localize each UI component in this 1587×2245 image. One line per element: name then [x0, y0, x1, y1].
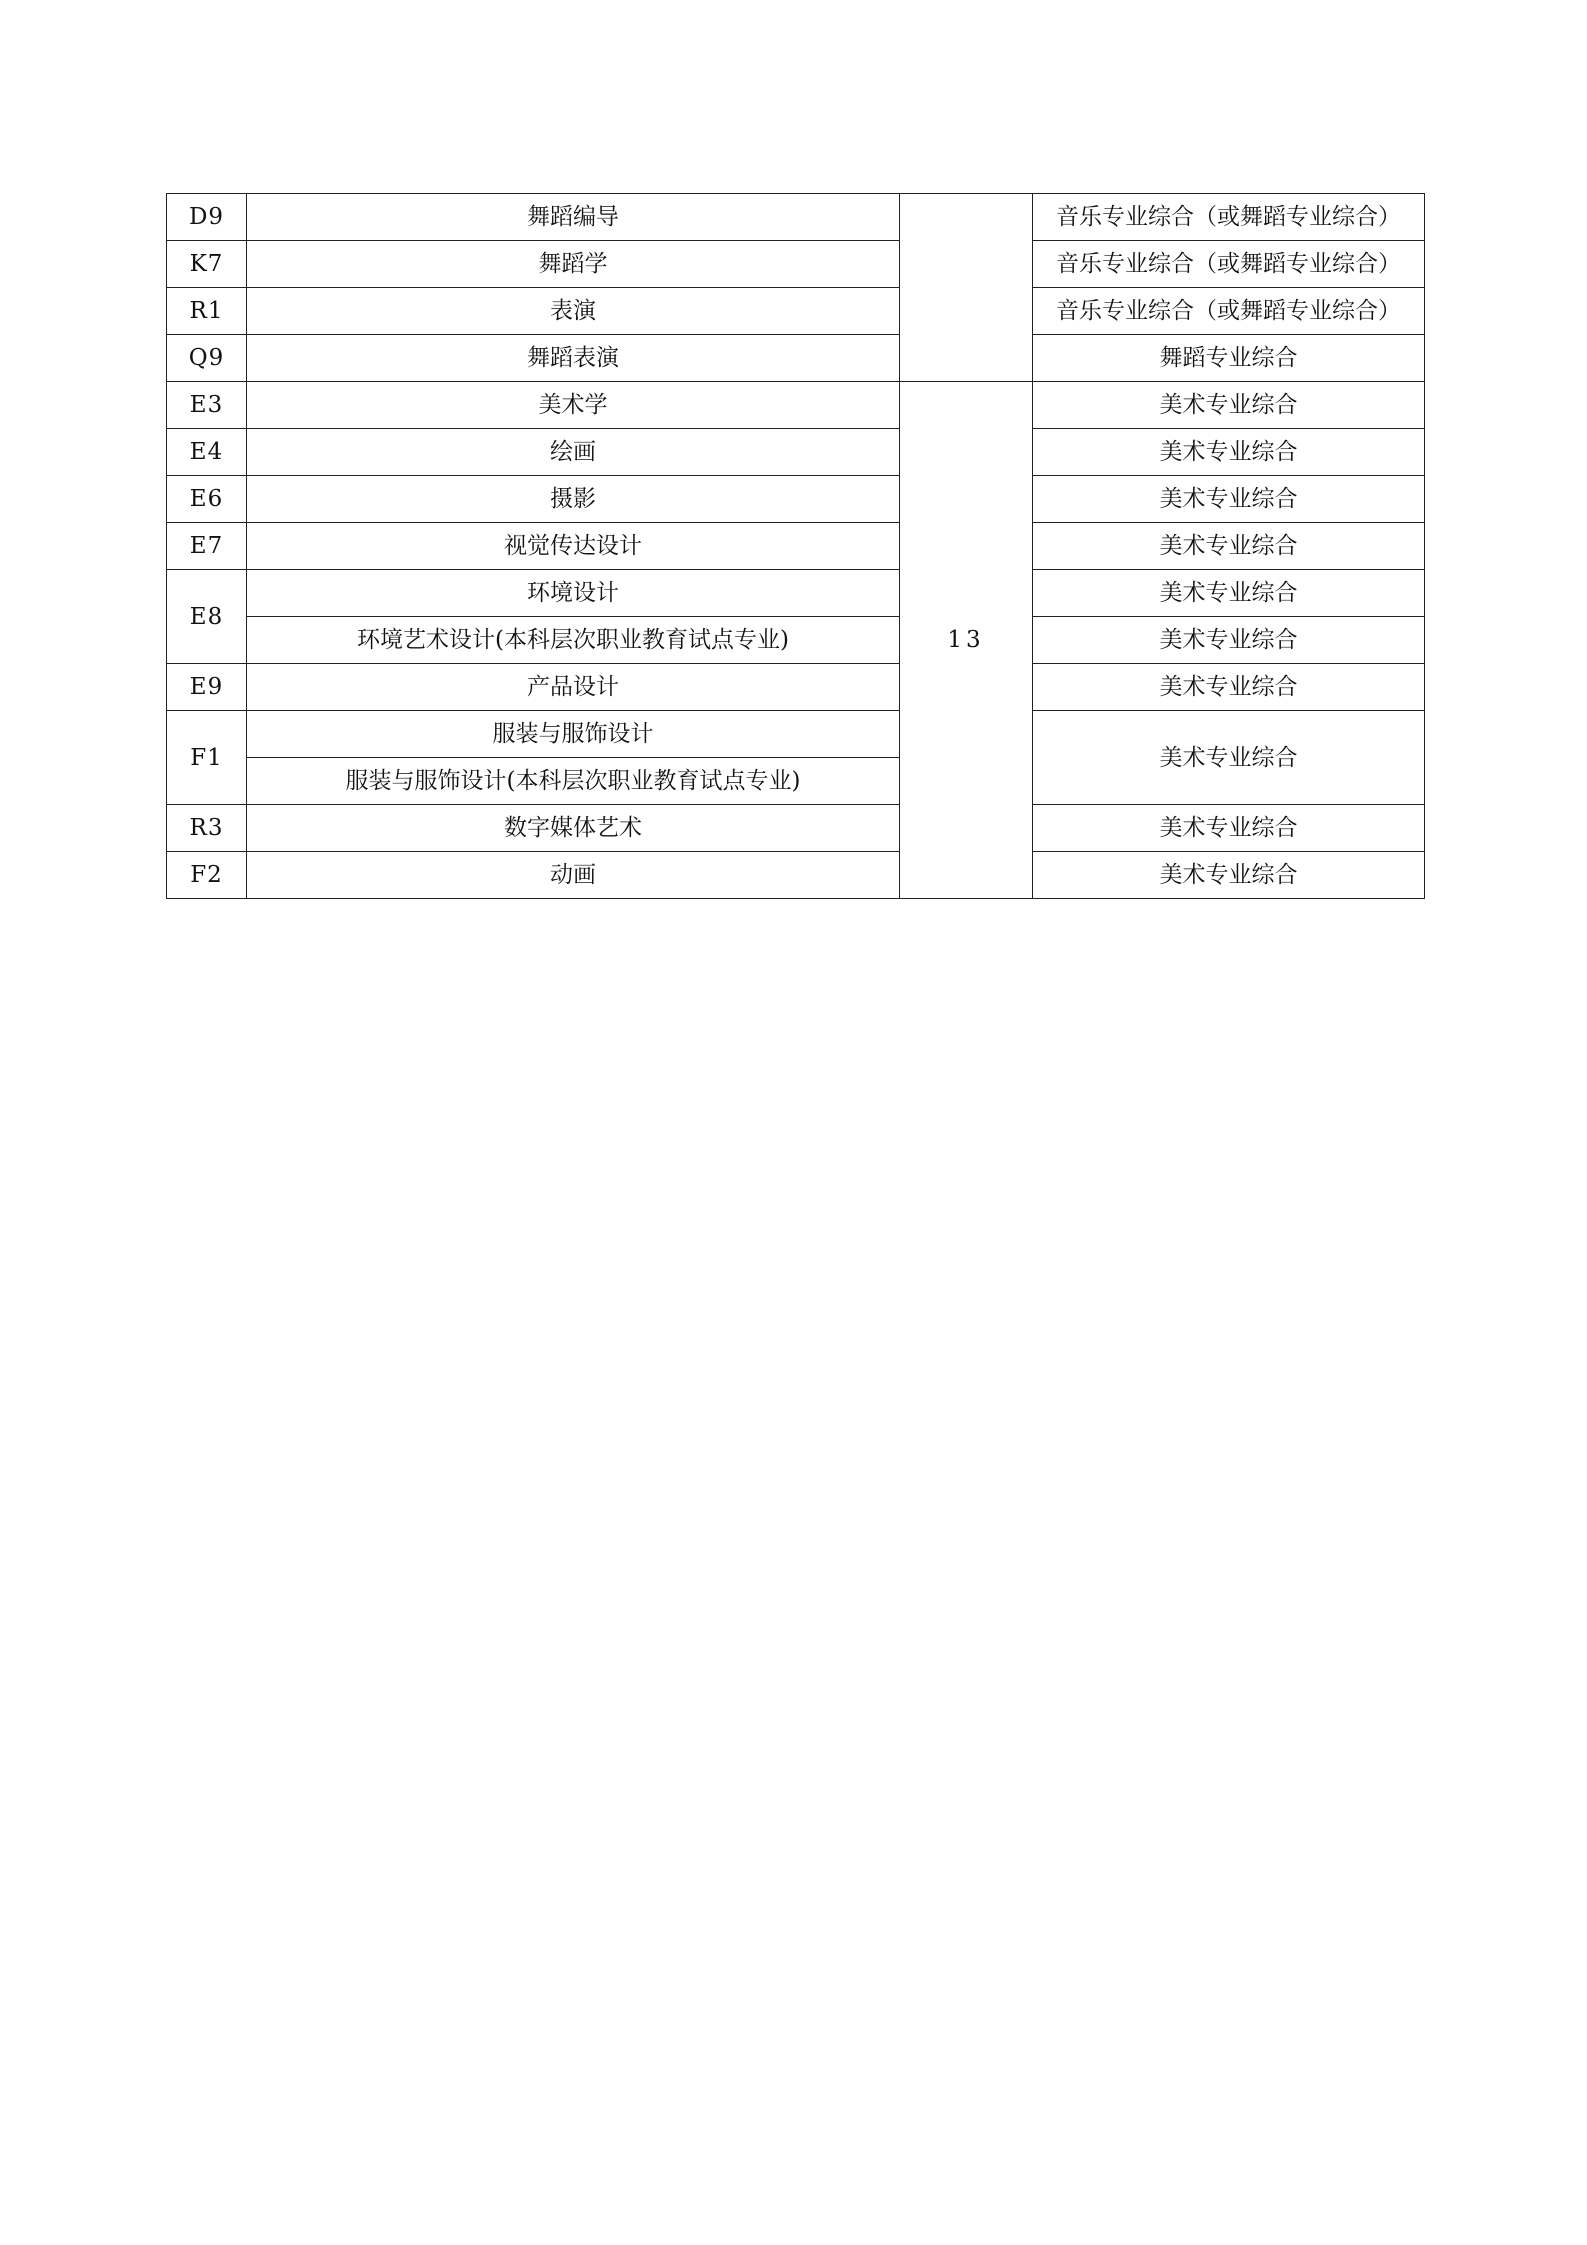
table-row — [167, 711, 1425, 758]
major-name: 美术学 — [247, 382, 900, 429]
major-code: E3 — [167, 382, 247, 429]
table-row — [167, 523, 1425, 570]
exam-subject: 美术专业综合 — [1033, 617, 1425, 664]
majors-table — [166, 193, 1425, 899]
major-name: 舞蹈编导 — [247, 194, 900, 241]
major-name: 表演 — [247, 288, 900, 335]
major-code: E7 — [167, 523, 247, 570]
exam-subject: 音乐专业综合（或舞蹈专业综合） — [1033, 288, 1425, 335]
major-code: F2 — [167, 852, 247, 899]
table-row — [167, 382, 1425, 429]
major-code: R3 — [167, 805, 247, 852]
table-row — [167, 241, 1425, 288]
exam-subject: 美术专业综合 — [1033, 711, 1425, 805]
major-code: K7 — [167, 241, 247, 288]
exam-subject: 美术专业综合 — [1033, 476, 1425, 523]
exam-subject: 音乐专业综合（或舞蹈专业综合） — [1033, 194, 1425, 241]
major-name: 绘画 — [247, 429, 900, 476]
major-name: 服装与服饰设计(本科层次职业教育试点专业) — [247, 758, 900, 805]
major-name: 视觉传达设计 — [247, 523, 900, 570]
major-name: 数字媒体艺术 — [247, 805, 900, 852]
major-name: 服装与服饰设计 — [247, 711, 900, 758]
major-code: E6 — [167, 476, 247, 523]
table-row — [167, 335, 1425, 382]
major-name: 动画 — [247, 852, 900, 899]
exam-subject: 美术专业综合 — [1033, 570, 1425, 617]
major-name: 环境设计 — [247, 570, 900, 617]
major-code: E9 — [167, 664, 247, 711]
major-code: R1 — [167, 288, 247, 335]
major-name: 舞蹈表演 — [247, 335, 900, 382]
major-name: 环境艺术设计(本科层次职业教育试点专业) — [247, 617, 900, 664]
table-row — [167, 664, 1425, 711]
major-name: 舞蹈学 — [247, 241, 900, 288]
table-row — [167, 194, 1425, 241]
group-code: 13 — [900, 382, 1033, 899]
major-code: F1 — [167, 711, 247, 805]
group-code-empty — [900, 194, 1033, 382]
major-code: D9 — [167, 194, 247, 241]
table-row — [167, 476, 1425, 523]
exam-subject: 美术专业综合 — [1033, 429, 1425, 476]
table-row — [167, 570, 1425, 617]
exam-subject: 美术专业综合 — [1033, 805, 1425, 852]
table-row — [167, 617, 1425, 664]
exam-subject: 美术专业综合 — [1033, 523, 1425, 570]
exam-subject: 美术专业综合 — [1033, 382, 1425, 429]
table-row — [167, 288, 1425, 335]
major-code: Q9 — [167, 335, 247, 382]
table-row — [167, 429, 1425, 476]
major-name: 摄影 — [247, 476, 900, 523]
major-code: E4 — [167, 429, 247, 476]
table-row — [167, 805, 1425, 852]
exam-subject: 舞蹈专业综合 — [1033, 335, 1425, 382]
table-row — [167, 852, 1425, 899]
major-code: E8 — [167, 570, 247, 664]
exam-subject: 美术专业综合 — [1033, 852, 1425, 899]
exam-subject: 音乐专业综合（或舞蹈专业综合） — [1033, 241, 1425, 288]
major-name: 产品设计 — [247, 664, 900, 711]
exam-subject: 美术专业综合 — [1033, 664, 1425, 711]
